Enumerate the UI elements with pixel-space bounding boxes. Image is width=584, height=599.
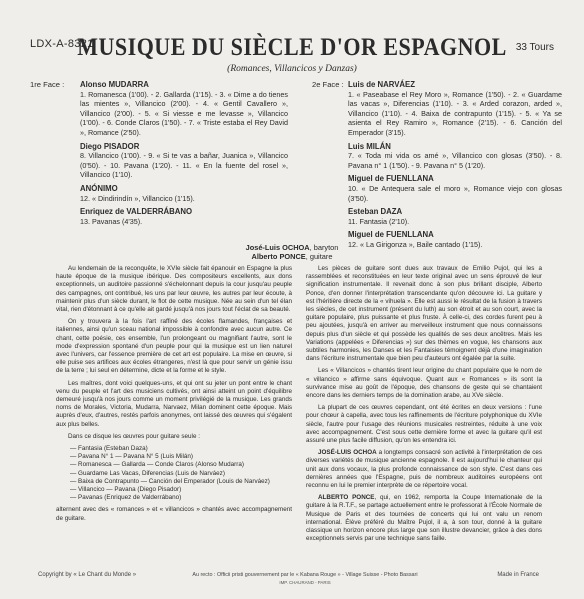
composer-name: Miguel de FUENLLANA (348, 174, 434, 184)
made-in-label: Made in France (497, 572, 539, 578)
guitarist-bio: , qui, en 1962, remporta la Coupe Internationale de la guitare à la R.T.F., se partage actuellement entre le professorat à l'École Normale de Musique de Paris et des tournées de concerts qui lui ont valu un renom international. Élève préféré du Maître Pujol, il a, à son tour, donné à la guitare classique un horizon encore plus large que son illustre devancier, grâce à des dons exceptionnels servis par une technique sans faille. (306, 494, 542, 543)
guitarist-role: , guitare (305, 252, 333, 261)
singer-bio: a longtemps consacré son activité à l'interprétation de ces diverses variétés de musique ancienne espagnole. Il est aujourd'hui le chanteur qui unit aux dons vocaux, la plus profonde connaissance de son style. C'est dans ces dernières années que l'Espagne, puis de nombreux auditoires européens ont reconnu en lui le premier interprète de ce répertoire vocal. (306, 449, 543, 490)
list-item: — Pavana N° 1 — Pavana N° 5 (Luis Milán) (70, 453, 193, 461)
piece-list: 11. Fantasia (2'10). (348, 216, 410, 226)
liner-notes-right (306, 265, 542, 548)
liner-paragraph (306, 449, 542, 490)
face-2-tracklist (309, 80, 562, 252)
composer-name: Alonso MUDARRA (80, 80, 149, 89)
guitarist-credit (0, 252, 584, 261)
liner-paragraph: La plupart de ces œuvres cependant, ont été écrites en deux versions : l'une pour chœur à capella, avec tous les raffinements de l'écriture polyphonique du XVIe siècle, l'autre pour l'usage des réunions musicales restreintes, réduite à une voix avec accompagnement. C'est sous cette dernière forme et avec la guitare qu'il est assuré une plus facile diffusion, qu'on les entendra ici. (306, 404, 542, 445)
list-item: — Villancico — Pavana (Diego Pisador) (70, 486, 182, 494)
face-2-label: 2e Face : (312, 80, 344, 89)
record-speed: 33 Tours (515, 42, 554, 53)
list-item: — Baixa de Contrapunto — Canción del Emperador (Louis de Narváez) (70, 477, 270, 485)
liner-paragraph: Dans ce disque les œuvres pour guitare seule : (68, 432, 200, 440)
list-item: — Guardame Las Vacas, Diferencias (Luis de Narváez) (70, 469, 225, 477)
piece-list: 1. « Paseabase el Rey Moro », Romance (1'50). - 2. « Guardame las vacas », Diferencias (1'10). - 3. « Arded corazon, arded », Villancico (1'10). - 4. Baixa de contrapunto (1'15). - 5. « Ya se asienta el Rey Ramiro », Romance (2'15). - 6. Canción del Emperador (3'15). (348, 89, 562, 137)
singer-name: José-Luis OCHOA (245, 243, 310, 252)
composer-name: Diego PISADOR (80, 141, 140, 151)
liner-paragraph: Au lendemain de la reconquête, le XVIe siècle fait épanouir en Espagne la plus haute époque de la musique ibérique. Des compositeurs excellents, aux dons exceptionnels, un auditoire passionné s'échelonnant depuis la cour jusqu'au peuple des campagnes, ont contribué, les uns par leur œuvre, les autres par leur écoute, à maintenir plus d'un siècle durant, le flot de cette musique. Née au sein d'un tel élan vital, rien d'étonnant à ce qu'elle ait gardé jusqu'à nos jours tout l'éclat de sa beauté. (56, 265, 292, 314)
liner-paragraph: Les pièces de guitare sont dues aux travaux de Emilio Pujol, qui les a rassemblées et reconstituées en leur texte original avec un sens éprouvé de leur signification instrumentale. Il revenait donc à son plus brillant disciple, Alberto Ponce, d'en donner l'interprétation transcendante qu'on découvre ici. La guitare y est l'héritière directe de la « vihuela ». Elle est aussi le résultat de la fusion à travers les siècles, de cet instrument (présent du luth) au son étroit et au son court, avec la guitare populaire, plus puissante et plus fruste. À celle-ci, des cordes furent peu à peu ajoutées, jusqu'à en arriver au merveilleux instrument que nous connaissons depuis plus d'un siècle et qui possède les qualités de ses deux ancêtres. Mais les Variations (appelées « Diferencias ») sur des thèmes en vogue, les chansons aux subtiles harmonies, les Danses et les Fantaisies témoignent déjà d'une imagination dans l'écriture instrumentale que bien peu d'auteurs ont égalée par la suite. (306, 265, 542, 363)
printer-credit: Au recto : Officii pristi gouvernement par le « Kabana Rouge » - Village Suisse - Photo Bassari (192, 572, 418, 578)
piece-list: 1. Romanesca (1'00). - 2. Gallarda (1'15). - 3. « Dime a do tienes las mientes », Villancico (2'00). - 4. « Gentil Cavallero », Villancico (2'00). - 5. « Si viesse e me levasse », Villancico (1'00). - 6. Conde Claros (1'50). - 7. « Triste estaba el Rey David », Romance (2'50). (80, 89, 288, 137)
liner-paragraph: Les « Villancicos » chantés tirent leur origine du chant populaire que le nom de « villancico » affirme sans équivoque. Quant aux « Romances » ils sont la survivance mise au goût de l'époque, des chansons de geste qui se chantaient encore dans les derniers temps de la domination arabe, au XVe siècle. (306, 367, 542, 400)
composer-name: Enriquez de VALDERRÁBANO (80, 207, 193, 217)
guitarist-name: Alberto PONCE (251, 252, 306, 261)
piece-list: 12. « La Girigonza », Baile cantado (1'15). (348, 239, 483, 249)
catalog-number: LDX-A-8321 (30, 38, 94, 50)
guitarist-bio-name: ALBERTO PONCE (318, 494, 375, 502)
face-1-tracklist (30, 80, 288, 226)
list-item: — Romanesca — Gallarda — Conde Claros (Alonso Mudarra) (70, 461, 244, 469)
singer-credit (0, 243, 584, 252)
copyright-notice: Copyright by « Le Chant du Monde » (38, 572, 137, 578)
composer-name: ANÓNIMO (80, 183, 118, 193)
liner-paragraph: On y trouvera à la fois l'art raffiné des écoles flamandes, françaises et italiennes, ainsi qu'un sceau national impossible à confondre avec aucun autre. Ce chant, cette poésie, ces ensemble, l'un prolongeant ou magnifiant l'autre, sont le mode d'expression spontané d'un peuple pour qui la musique est un lien naturel avec l'univers, car l'essence première de cet art est populaire. La mise en œuvre, si elle puise ses artifices aux écoles étrangeres, n'est là que pour servir un génie issu de la terre ; lui seul en détermine, dicte et la forme et le style. (56, 318, 292, 375)
liner-paragraph (306, 494, 542, 543)
piece-list: 12. « Dindirindín », Villancico (1'15). (80, 193, 195, 203)
list-item: — Pavanas (Enriquez de Valderrábano) (70, 494, 182, 502)
piece-list: 13. Pavanas (4'35). (80, 216, 143, 226)
piece-list: 8. Villancico (1'00). - 9. « Si te vas a bañar, Juanica », Villancico (0'50). - 10. Pavana (1'20). - 11. « En la fuente del rosel », Villancico (1'10). (80, 151, 288, 180)
face-1-label: 1re Face : (30, 80, 65, 89)
performers-credit (0, 243, 584, 261)
liner-paragraph: Les maîtres, dont voici quelques-uns, et qui ont su jeter un pont entre le chant venu du peuple et l'art des musiciens cultivés, ont ainsi atteint un point d'équilibre demeuré jusqu'à nos jours comme un moment privilégié de la musique. Les grands noms de Morales, Victoria, Mudarra, Narvaez, Milan dominent cette époque. Mais auprès d'eux, d'autres, restés parfois anonymes, ont laissé des œuvres qui s'égalent aux plus belles. (56, 379, 292, 428)
composer-name: Esteban DAZA (348, 207, 403, 217)
composer-name: Luis de NARVÁEZ (348, 80, 416, 89)
composer-name: Luis MILÁN (348, 141, 391, 151)
singer-bio-name: JOSÉ-LUIS OCHOA (318, 449, 377, 457)
printer-address: IMP. CHAURAND - PARIS (279, 580, 331, 585)
singer-role: , baryton (309, 243, 339, 252)
composer-name: Miguel de FUENLLANA (348, 230, 434, 240)
piece-list: 10. « De Antequera sale el moro », Romance viejo con glosas (3'50). (348, 183, 562, 203)
list-item: — Fantasia (Esteban Daza) (70, 445, 148, 453)
guitar-works-list (70, 445, 292, 502)
liner-paragraph: alternent avec des « romances » et « villancicos » chantés avec accompagnement de guitare. (56, 506, 292, 522)
piece-list: 7. « Toda mi vida os amé », Villancico con glosas (3'50). - 8. Pavana n° 1 (1'50). - 9. Pavana n° 5 (1'20). (348, 151, 562, 170)
liner-notes-left (56, 265, 292, 527)
album-title: MUSIQUE DU SIÈCLE D'OR ESPAGNOL (77, 32, 507, 61)
album-subtitle: (Romances, Villancicos y Danzas) (227, 64, 357, 74)
